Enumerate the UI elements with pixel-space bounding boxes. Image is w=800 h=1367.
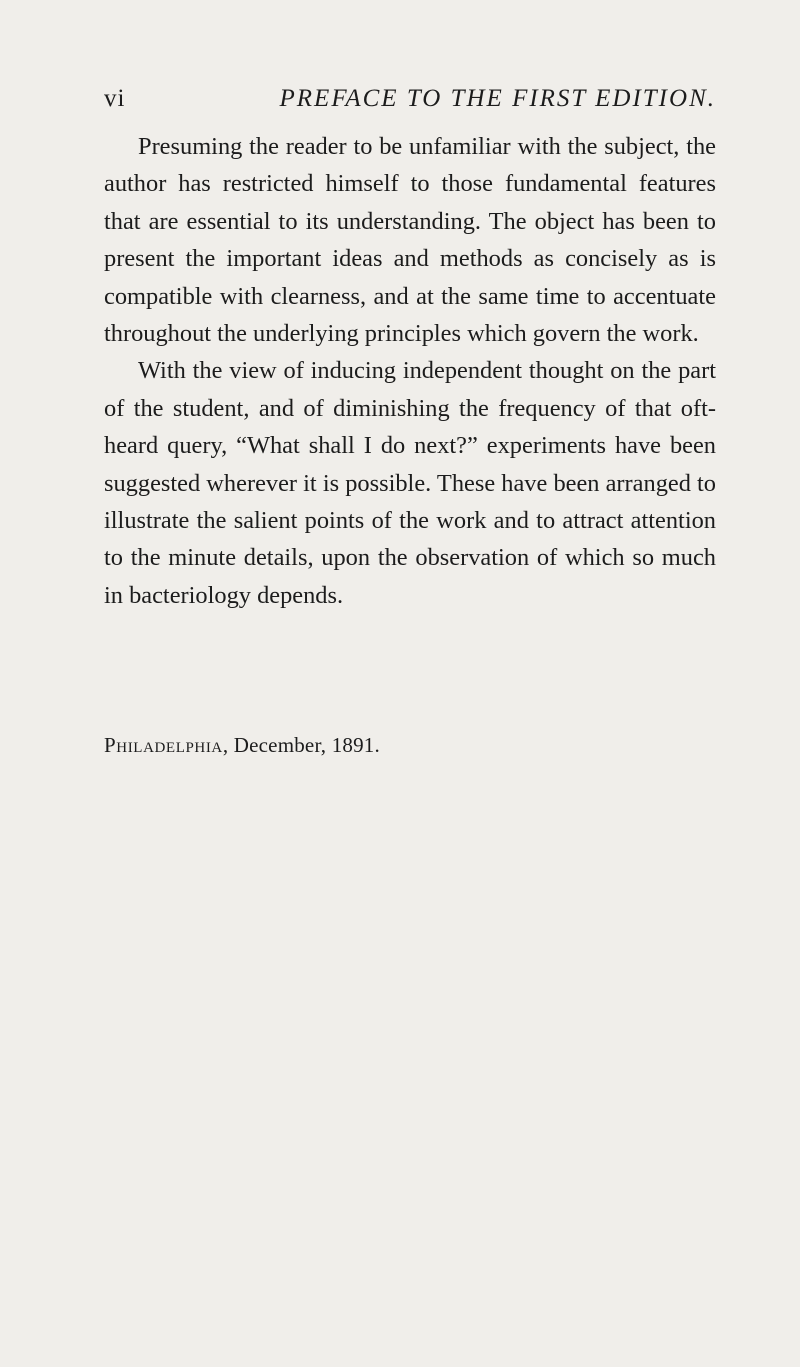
signature-place: Philadelphia: [104, 733, 223, 757]
preface-paragraph: With the view of inducing independent thought on the part of the student, and of diminishing the frequency of that oft-heard query, “What shall I do next?” experiments have been suggested wherever it is possible. These have been arranged to illustrate the salient points of the work and to attract attention to the minute details, upon the observation of which so much in bacteriology depends.: [104, 357, 716, 609]
page-number: vi: [104, 85, 126, 112]
signature-date: , December, 1891.: [222, 733, 380, 757]
place-date-signature: [104, 732, 380, 758]
running-head: [104, 84, 716, 114]
preface-paragraph: Presuming the reader to be unfamiliar with the subject, the author has restricted himself to those fundamental features that are essential to its understanding. The object has been to present the important ideas and methods as concisely as is compatible with clearness, and at the same time to accentuate throughout the underlying principles which govern the work.: [104, 133, 716, 348]
preface-body: [104, 128, 716, 614]
running-head-title: PREFACE TO THE FIRST EDITION.: [279, 85, 716, 112]
